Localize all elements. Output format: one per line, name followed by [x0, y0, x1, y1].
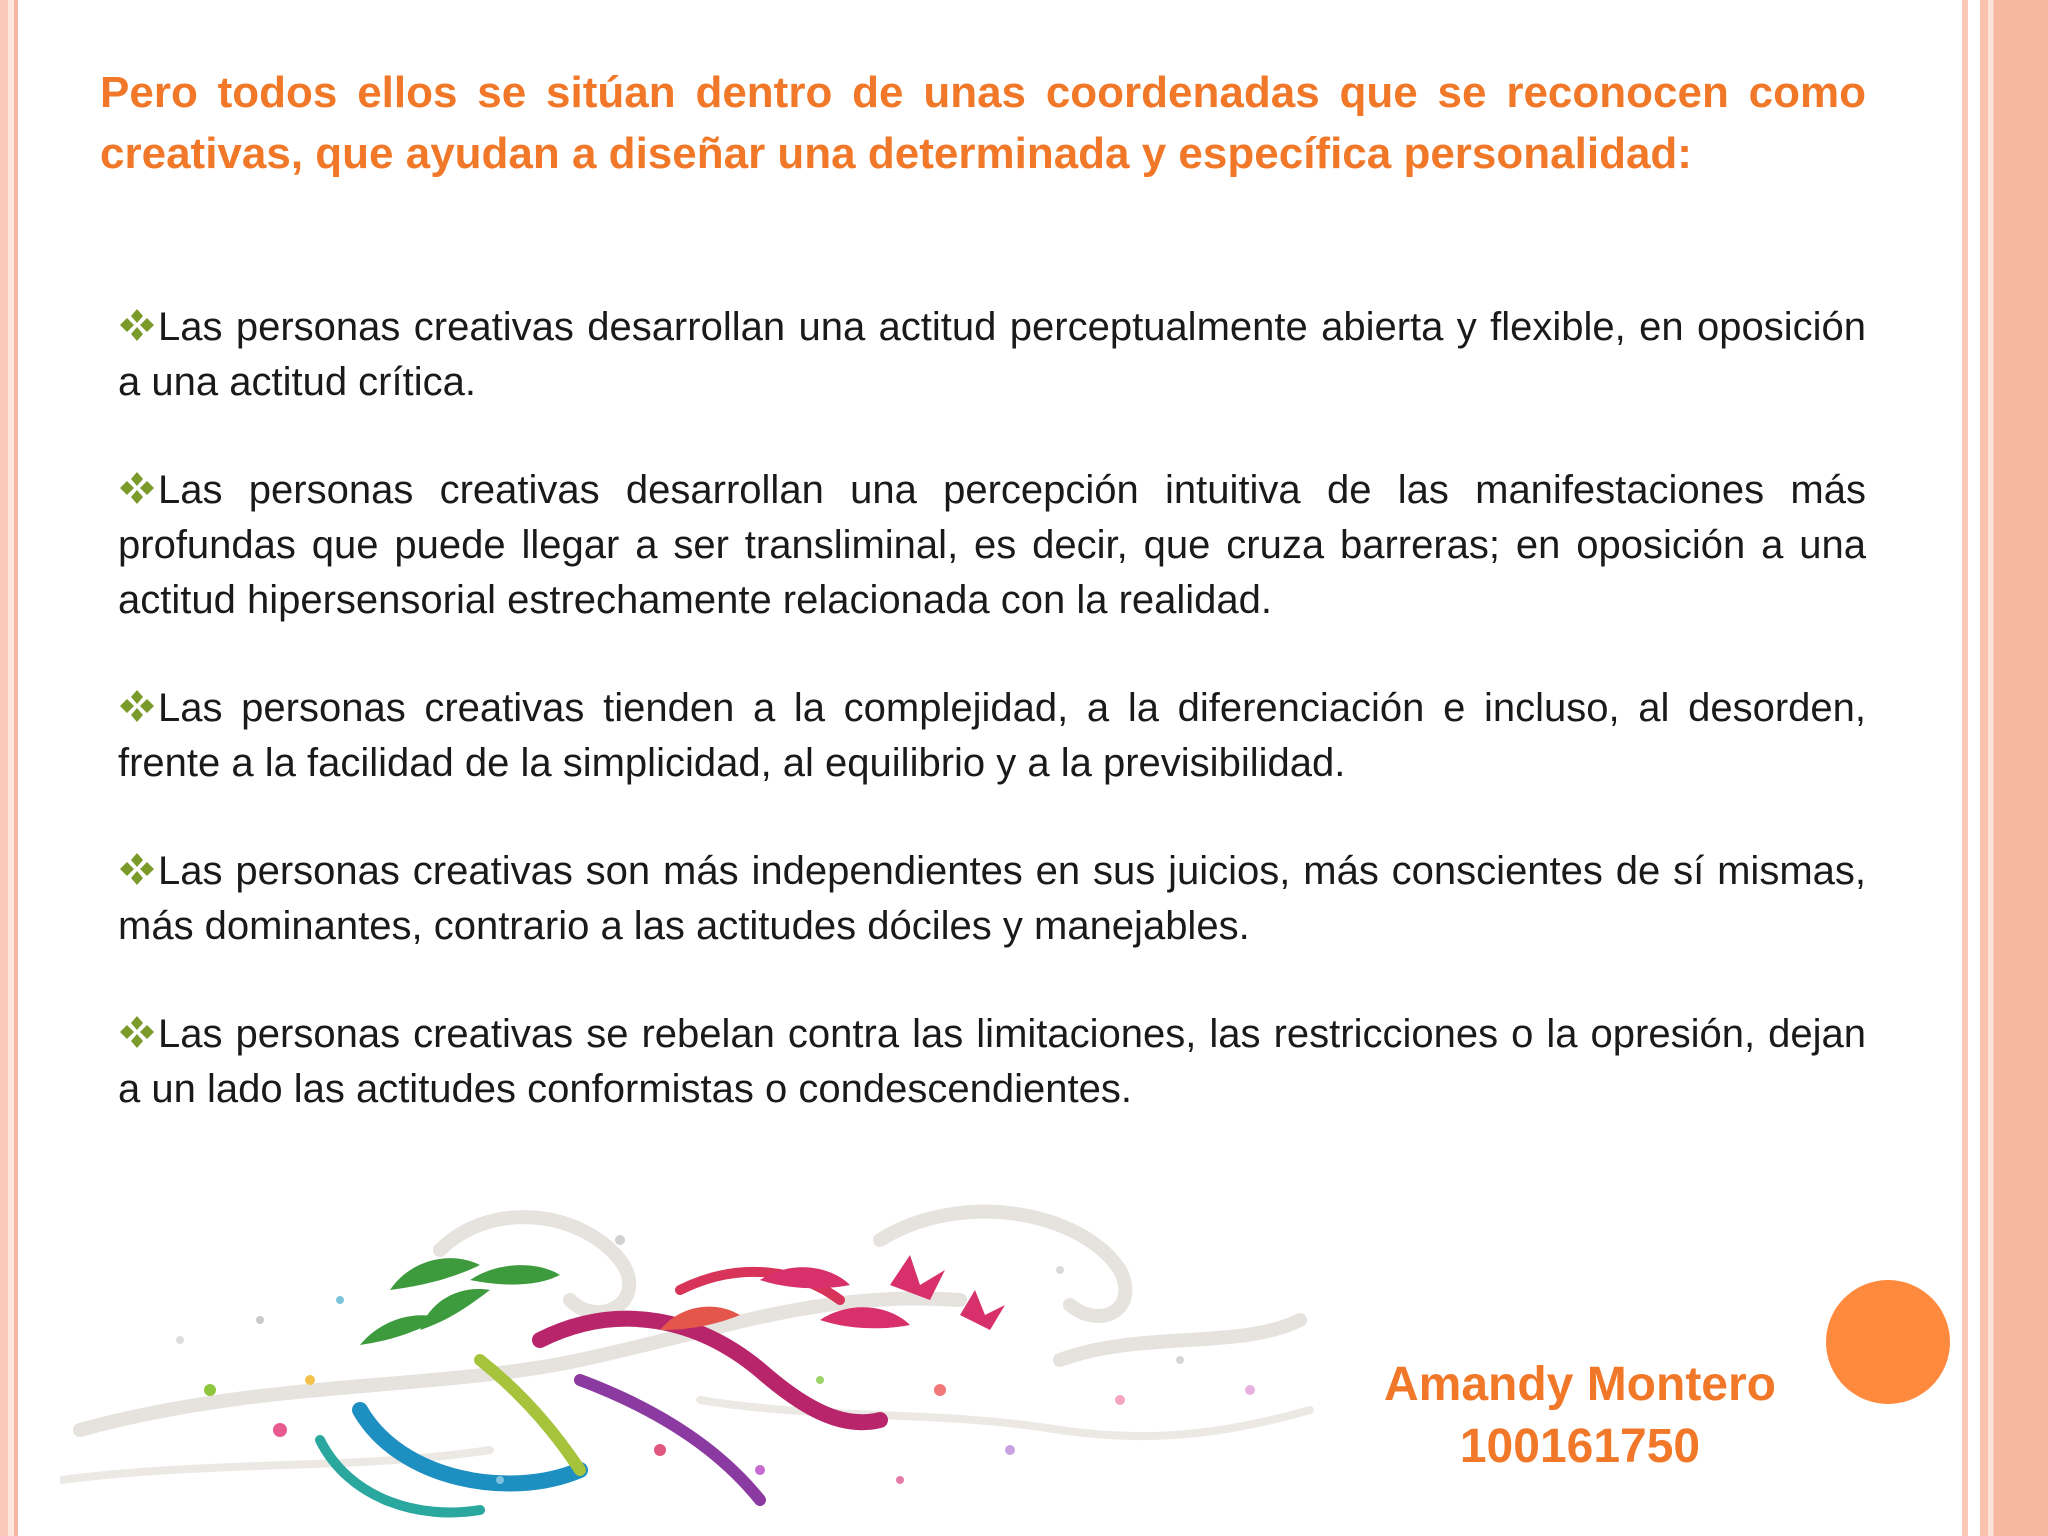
bullet-text: Las personas creativas se rebelan contra las limitaciones, las restricciones o la opresión, dejan a un lado las actitudes conformistas o condescendientes.: [118, 1012, 1866, 1111]
bullet-item: [118, 1007, 1866, 1117]
diamond-bullet-icon: [118, 307, 156, 343]
floral-swirl-decoration: [60, 1180, 1320, 1536]
bullet-text: Las personas creativas desarrollan una percepción intuitiva de las manifestaciones más profundas que puede llegar a ser transliminal, es decir, que cruza barreras; en oposición a una actitud hipersensorial estrechamente relacionada con la realidad.: [118, 468, 1866, 622]
diamond-bullet-icon: [118, 851, 156, 887]
bullet-item: [118, 300, 1866, 410]
right-border-gap: [1968, 0, 1980, 1536]
left-border-outer: [0, 0, 8, 1536]
author-block: [1360, 1354, 1800, 1478]
bullet-item: [118, 681, 1866, 791]
author-id: 100161750: [1459, 1420, 1701, 1473]
left-border-inner: [14, 0, 18, 1536]
bullet-text: Las personas creativas tienden a la complejidad, a la diferenciación e incluso, al desorden, frente a la facilidad de la simplicidad, al equilibrio y a la previsibilidad.: [118, 686, 1866, 785]
diamond-bullet-icon: [118, 1014, 156, 1050]
right-border-band: [1980, 0, 2048, 1536]
bullet-text: Las personas creativas son más independientes en sus juicios, más conscientes de sí mismas, más dominantes, contrario a las actitudes dóciles y manejables.: [118, 849, 1866, 948]
author-name: Amandy Montero: [1383, 1358, 1776, 1411]
diamond-bullet-icon: [118, 470, 156, 506]
bullet-list: [118, 300, 1866, 1170]
slide-title: Pero todos ellos se sitúan dentro de unas coordenadas que se reconocen como creativas, que ayudan a diseñar una determinada y específica personalidad:: [100, 68, 1866, 178]
bullet-text: Las personas creativas desarrollan una actitud perceptualmente abierta y flexible, en oposición a una actitud crítica.: [118, 305, 1866, 404]
bullet-item: [118, 844, 1866, 954]
orange-circle-decoration: [1826, 1280, 1950, 1404]
diamond-bullet-icon: [118, 688, 156, 724]
bullet-item: [118, 463, 1866, 628]
